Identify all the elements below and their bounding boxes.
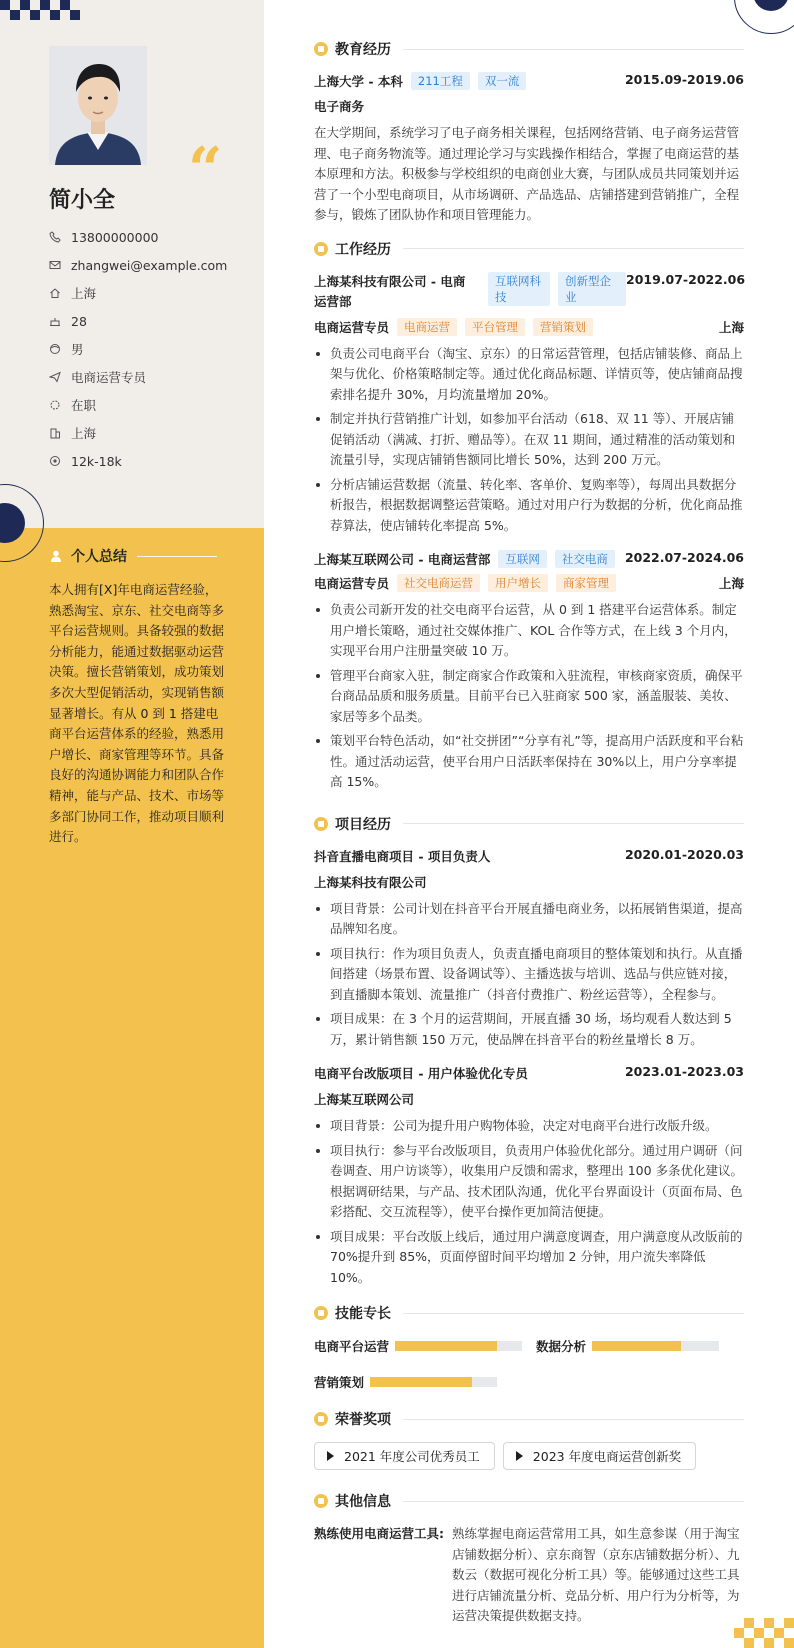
list-item: 项目执行：参与平台改版项目，负责用户体验优化部分。通过用户调研（问卷调查、用户访谈等），收集用户反馈和需求，整理出 100 多条优化建议。根据调研结果，与产品、技术团队沟通，优化平台界面设计（页面布局、色彩搭配、交互流程等），使平台操作更加简洁便捷。 <box>314 1141 744 1223</box>
education-heading: 教育经历 <box>314 38 744 60</box>
send-icon <box>49 370 69 384</box>
contact-work-city: 上海 <box>49 419 259 447</box>
company-tag: 互联网 <box>498 550 547 568</box>
person-icon <box>49 549 63 563</box>
awards-heading: 荣誉奖项 <box>314 1408 744 1430</box>
work-date: 2019.07-2022.06 <box>626 271 746 287</box>
contact-list <box>49 223 259 475</box>
education-icon <box>314 42 328 56</box>
education-row <box>314 72 744 90</box>
project-date: 2023.01-2023.03 <box>624 1064 744 1079</box>
list-item: 管理平台商家入驻，制定商家合作政策和入驻流程，审核商家资质，确保平台商品品质和服务质量。目前平台已入驻商家 500 家，涵盖服装、美妆、家居等多个品类。 <box>314 666 744 728</box>
contact-phone: 13800000000 <box>49 223 259 251</box>
list-item: 项目成果：平台改版上线后，通过用户满意度调查，用户满意度从改版前的 70%提升到 85%，页面停留时间平均增加 2 分钟，用户流失率降低 10%。 <box>314 1227 744 1289</box>
skill-bar <box>395 1341 522 1351</box>
section-divider <box>403 1419 744 1420</box>
project-name: 抖音直播电商项目 - 项目负责人 <box>314 848 491 864</box>
circle-decoration-top-right <box>734 0 794 34</box>
work-item <box>314 550 744 793</box>
skill-item: 电商平台运营 <box>314 1337 536 1355</box>
skills-list <box>314 1336 744 1392</box>
company-name: 上海某科技有限公司 - 电商运营部 <box>314 273 466 309</box>
quote-mark: “ <box>188 135 219 205</box>
other-label: 熟练使用电商运营工具: <box>314 1526 444 1541</box>
section-divider <box>403 823 744 824</box>
job-role: 电商运营专员 <box>314 319 390 335</box>
project-bullets <box>314 1116 744 1288</box>
work-bullets <box>314 600 744 793</box>
work-item <box>314 272 744 537</box>
building-icon <box>49 426 69 440</box>
skill-tag: 商家管理 <box>556 574 616 592</box>
skill-tag: 平台管理 <box>465 318 525 336</box>
awards-list <box>314 1442 744 1470</box>
work-date: 2022.07-2024.06 <box>624 550 744 565</box>
work-heading: 工作经历 <box>314 238 744 260</box>
skill-item: 数据分析 <box>536 1337 719 1355</box>
contact-status: 在职 <box>49 391 259 419</box>
other-text: 熟练掌握电商运营常用工具，如生意参谋（用于淘宝店铺数据分析）、京东商智（京东店铺数据分析）、九数云（数据可视化分析工具）等。能够通过这些工具进行店铺流量分析、竞品分析、用户行为分析等，为运营决策提供数据支持。 <box>452 1526 740 1623</box>
skills-heading: 技能专长 <box>314 1302 744 1324</box>
briefcase-icon <box>314 242 328 256</box>
company-tag: 创新型企业 <box>558 272 626 306</box>
candidate-name: 简小全 <box>49 188 116 213</box>
award-item: 2023 年度电商运营创新奖 <box>503 1442 696 1470</box>
summary-heading: 个人总结 <box>49 546 217 566</box>
project-org: 上海某互联网公司 <box>314 1092 415 1107</box>
project-item <box>314 847 744 1051</box>
list-item: 负责公司新开发的社交电商平台运营，从 0 到 1 搭建平台运营体系。制定用户增长策略，通过社交媒体推广、KOL 合作等方式，在上线 3 个月内，实现平台用户注册量突破 10 万。 <box>314 600 744 662</box>
skill-bar <box>370 1377 497 1387</box>
education-tag: 双一流 <box>478 72 527 90</box>
status-icon <box>49 398 69 412</box>
contact-position: 电商运营专员 <box>49 363 259 391</box>
sidebar <box>0 0 264 1648</box>
phone-icon <box>49 230 69 244</box>
skill-bar <box>592 1341 719 1351</box>
job-role: 电商运营专员 <box>314 576 390 591</box>
avatar <box>49 46 147 165</box>
play-icon <box>516 1451 523 1461</box>
company-name: 上海某互联网公司 - 电商运营部 <box>314 552 491 567</box>
list-item: 项目背景：公司为提升用户购物体验，决定对电商平台进行改版升级。 <box>314 1116 744 1137</box>
skill-fill <box>592 1341 681 1351</box>
section-divider <box>403 1501 744 1502</box>
work-city: 上海 <box>718 319 744 335</box>
project-icon <box>314 817 328 831</box>
list-item: 负责公司电商平台（淘宝、京东）的日常运营管理，包括店铺装修、商品上架与优化、价格策略制定等。通过优化商品标题、详情页等，使店铺商品搜索排名提升 30%，月均流量增加 20%。 <box>314 344 744 406</box>
project-name: 电商平台改版项目 - 用户体验优化专员 <box>314 1066 528 1081</box>
skill-tag: 用户增长 <box>488 574 548 592</box>
info-icon <box>314 1494 328 1508</box>
section-divider <box>403 248 744 249</box>
work-bullets <box>314 344 744 537</box>
skill-tag: 社交电商运营 <box>397 574 480 592</box>
section-divider <box>403 1313 744 1314</box>
cake-icon <box>49 314 69 328</box>
checker-decoration <box>0 0 80 20</box>
project-bullets <box>314 899 744 1051</box>
trophy-icon <box>314 1412 328 1426</box>
contact-salary: 12k-18k <box>49 447 259 475</box>
play-icon <box>327 1451 334 1461</box>
list-item: 分析店铺运营数据（流量、转化率、客单价、复购率等），每周出具数据分析报告，根据数据调整运营策略。通过对用户行为数据的分析，优化商品推荐算法，使店铺转化率提高 5%。 <box>314 475 744 537</box>
award-item: 2021 年度公司优秀员工 <box>314 1442 495 1470</box>
skill-fill <box>370 1377 472 1387</box>
list-item: 策划平台特色活动，如“社交拼团”“分享有礼”等，提高用户活跃度和平台粘性。通过活动运营，使平台用户日活跃率保持在 30%以上，用户分享率提高 15%。 <box>314 731 744 793</box>
main-content <box>314 38 744 1627</box>
list-item: 制定并执行营销推广计划，如参加平台活动（618、双 11 等）、开展店铺促销活动（满减、打折、赠品等）。在双 11 期间，通过精准的活动策划和流量引导，实现店铺销售额同比增长 50%，达到 200 万元。 <box>314 409 744 471</box>
summary-divider <box>137 556 217 557</box>
other-heading: 其他信息 <box>314 1490 744 1512</box>
skills-icon <box>314 1306 328 1320</box>
projects-heading: 项目经历 <box>314 813 744 835</box>
other-info <box>314 1524 744 1627</box>
skill-item: 营销策划 <box>314 1373 497 1391</box>
summary-text: 本人拥有[X]年电商运营经验，熟悉淘宝、京东、社交电商等多平台运营规则。具备较强的数据分析能力，能通过数据驱动运营决策。擅长营销策划，成功策划多次大型促销活动，实现销售额显著增长。有从 0 到 1 搭建电商平台运营体系的经验，熟悉用户增长、商家管理等环节。具备良好的沟通协调能力和团队合作精神，能与产品、技术、市场等多部门协同工作，推动项目顺利进行。 <box>49 582 225 845</box>
contact-gender: 男 <box>49 335 259 363</box>
education-description: 在大学期间，系统学习了电子商务相关课程，包括网络营销、电子商务运营管理、电子商务物流等。通过理论学习与实践操作相结合，掌握了电商运营的基本原理和方法。积极参与学校组织的电商创业大赛，与团队成员共同策划并运营了一个小型电商项目，从市场调研、产品选品、店铺搭建到营销推广，全程参与，锻炼了团队协作和项目管理能力。 <box>314 125 740 222</box>
education-date: 2015.09-2019.06 <box>624 72 744 87</box>
list-item: 项目成果：在 3 个月的运营期间，开展直播 30 场，场均观看人数达到 5 万，累计销售额 150 万元，使品牌在抖音平台的粉丝量增长 8 万。 <box>314 1009 744 1050</box>
home-icon <box>49 286 69 300</box>
skill-tag: 营销策划 <box>533 318 593 336</box>
skill-tag: 电商运营 <box>397 318 457 336</box>
school-name: 上海大学 - 本科 <box>314 74 403 89</box>
mail-icon <box>49 258 69 272</box>
project-date: 2020.01-2020.03 <box>624 846 744 862</box>
list-item: 项目执行：作为项目负责人，负责直播电商项目的整体策划和执行。从直播间搭建（场景布置、设备调试等）、主播选拔与培训、选品与供应链对接，到直播脚本策划、流量推广（抖音付费推广、粉丝运营等），全程参与。 <box>314 944 744 1006</box>
list-item: 项目背景：公司计划在抖音平台开展直播电商业务，以拓展销售渠道，提高品牌知名度。 <box>314 899 744 940</box>
contact-email: zhangwei@example.com <box>49 251 259 279</box>
project-item <box>314 1064 744 1288</box>
gender-icon <box>49 342 69 356</box>
work-city: 上海 <box>718 576 744 591</box>
company-tag: 互联网科技 <box>488 272 550 306</box>
education-major: 电子商务 <box>314 99 365 114</box>
section-divider <box>403 49 744 50</box>
salary-icon <box>49 454 69 468</box>
contact-city: 上海 <box>49 279 259 307</box>
skill-fill <box>395 1341 497 1351</box>
contact-age: 28 <box>49 307 259 335</box>
company-tag: 社交电商 <box>555 550 615 568</box>
project-org: 上海某科技有限公司 <box>314 874 427 890</box>
education-tag: 211工程 <box>411 72 470 90</box>
